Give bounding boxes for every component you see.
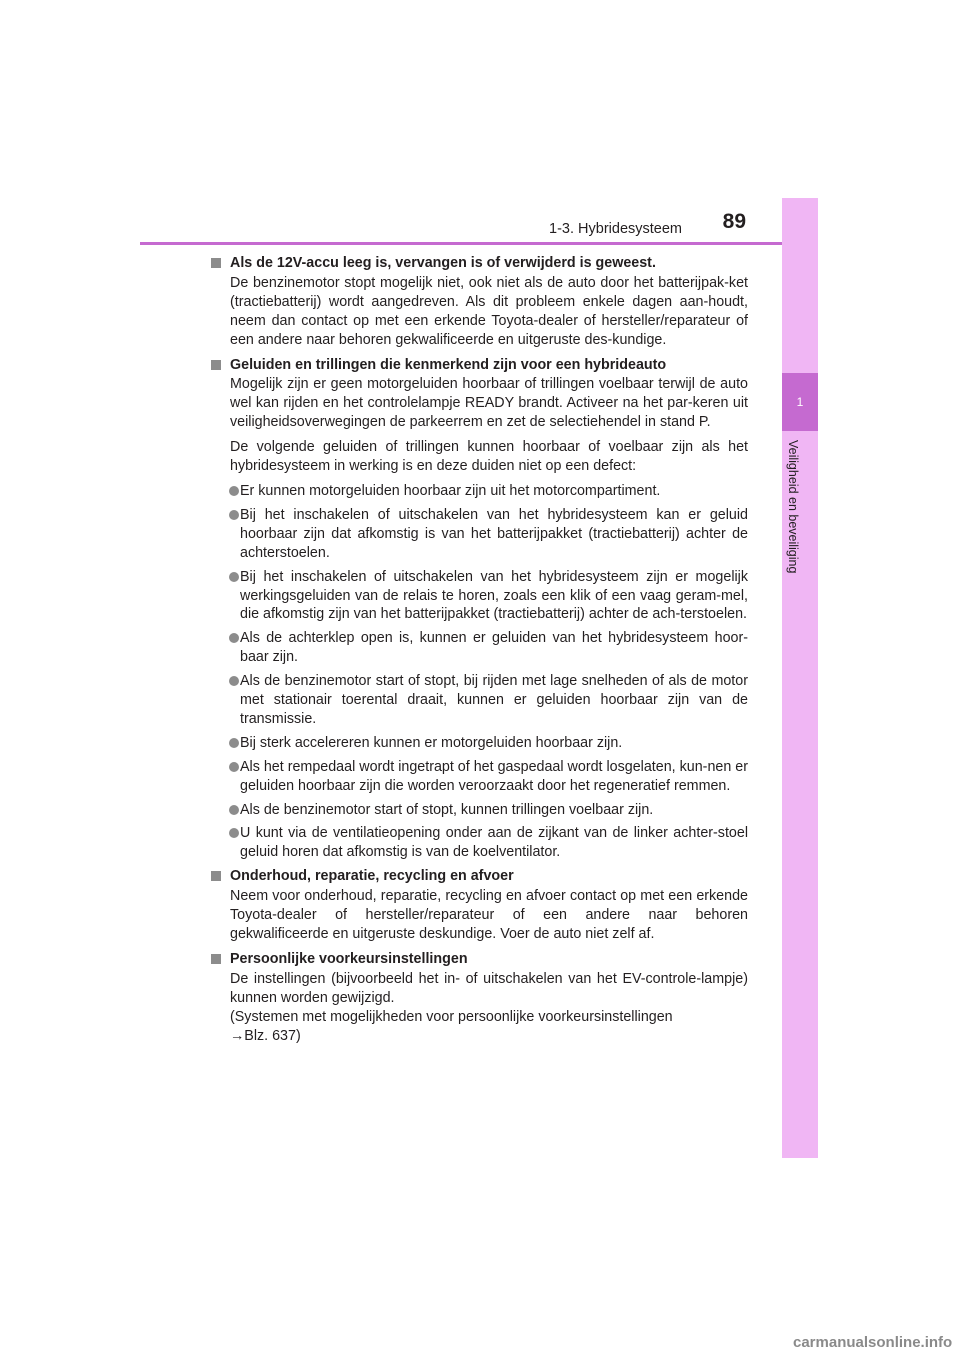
list-item: U kunt via de ventilatieopening onder aan de zijkant van de linker achter-stoel geluid horen dat afkomstig is van de koelventilator. (210, 824, 748, 862)
list-item: Als de benzinemotor start of stopt, bij rijden met lage snelheden of als de motor met stationair toerental draait, kunnen er geluiden hoorbaar zijn van de transmissie. (210, 672, 748, 729)
round-bullet-icon (229, 762, 239, 772)
round-bullet-icon (229, 805, 239, 815)
round-bullet-icon (229, 828, 239, 838)
section-title: 1-3. Hybridesysteem (549, 221, 682, 237)
heading-text: Onderhoud, reparatie, recycling en afvoer (230, 868, 514, 885)
note-text: (Systemen met mogelijkheden voor persoonlijke voorkeursinstellingen (230, 1008, 673, 1025)
heading-text: Geluiden en trillingen die kenmerkend zijn voor een hybrideauto (230, 356, 667, 373)
page-content (210, 254, 748, 1051)
section-heading (210, 867, 748, 886)
watermark: carmanualsonline.info (793, 1334, 953, 1351)
paragraph: De instellingen (bijvoorbeeld het in- of uitschakelen van het EV-controle-lampje) kunnen worden gewijzigd. (230, 970, 748, 1006)
list-item: Er kunnen motorgeluiden hoorbaar zijn uit het motorcompartiment. (210, 482, 748, 501)
list-item: Bij het inschakelen of uitschakelen van het hybridesysteem kan er geluid hoorbaar zijn dat afkomstig is van het batterijpakket (tractiebatterij) achter de achterstoelen. (210, 506, 748, 563)
square-bullet-icon (211, 954, 221, 964)
section-heading (210, 356, 748, 375)
section-heading (210, 254, 748, 273)
paragraph: Mogelijk zijn er geen motorgeluiden hoorbaar of trillingen voelbaar terwijl de auto wel kan rijden en het controlelampje READY brandt. Activeer na het par-keren uit veiligheidsoverwegingen de parkeerrem en zet de selectiehendel in stand P. (230, 376, 748, 431)
square-bullet-icon (211, 360, 221, 370)
section-personal-settings (210, 950, 748, 1046)
list-item: Bij het inschakelen of uitschakelen van het hybridesysteem zijn er mogelijk werkingsgeluiden van de relais te horen, zoals een klik of een vaag geram-mel, die afkomstig zijn van het batterijpakket (tractiebatterij) achter de ach-terstoelen. (210, 568, 748, 625)
square-bullet-icon (211, 258, 221, 268)
paragraph: Neem voor onderhoud, reparatie, recycling en afvoer contact op met een erkende Toyota-dealer of hersteller/reparateur of een andere naar behoren gekwalificeerde en uitgeruste deskundige. Voer de auto niet zelf af. (230, 888, 748, 942)
paragraph: De volgende geluiden of trillingen kunnen hoorbaar of voelbaar zijn als het hybridesysteem in werking is en deze duiden niet op een defect: (230, 439, 748, 475)
section-heading (210, 950, 748, 969)
paragraph: De benzinemotor stopt mogelijk niet, ook niet als de auto door het batterijpak-ket (tractiebatterij) wordt aangedreven. Als dit probleem enkele dagen aan-houdt, neem dan contact op met een erkende Toyota-dealer of hersteller/reparateur of een andere naar behoren gekwalificeerde en uitgeruste des-kundige. (230, 274, 748, 348)
chapter-title: Veiligheid en beveiliging (786, 440, 800, 574)
round-bullet-icon (229, 572, 239, 582)
square-bullet-icon (211, 871, 221, 881)
heading-text: Als de 12V-accu leeg is, vervangen is of verwijderd is geweest. (230, 255, 656, 271)
list-item: Bij sterk accelereren kunnen er motorgeluiden hoorbaar zijn. (210, 734, 748, 753)
round-bullet-icon (229, 676, 239, 686)
round-bullet-icon (229, 738, 239, 748)
round-bullet-icon (229, 633, 239, 643)
chapter-number: 1 (782, 373, 818, 431)
heading-text: Persoonlijke voorkeursinstellingen (230, 950, 468, 967)
section-hybrid-sounds (210, 356, 748, 863)
page-reference-link[interactable]: →Blz. 637) (230, 1027, 301, 1044)
list-item: Als de benzinemotor start of stopt, kunnen trillingen voelbaar zijn. (210, 801, 748, 820)
round-bullet-icon (229, 510, 239, 520)
page-number: 89 (722, 210, 746, 233)
section-12v-battery (210, 254, 748, 350)
list-item: Als het rempedaal wordt ingetrapt of het gaspedaal wordt losgelaten, kun-nen er geluiden hoorbaar zijn die worden veroorzaakt door het regeneratief remmen. (210, 758, 748, 796)
chapter-side-tab (782, 198, 818, 1158)
list-item: Als de achterklep open is, kunnen er geluiden van het hybridesysteem hoor-baar zijn. (210, 629, 748, 667)
section-maintenance (210, 867, 748, 944)
round-bullet-icon (229, 486, 239, 496)
header-rule (140, 242, 818, 245)
